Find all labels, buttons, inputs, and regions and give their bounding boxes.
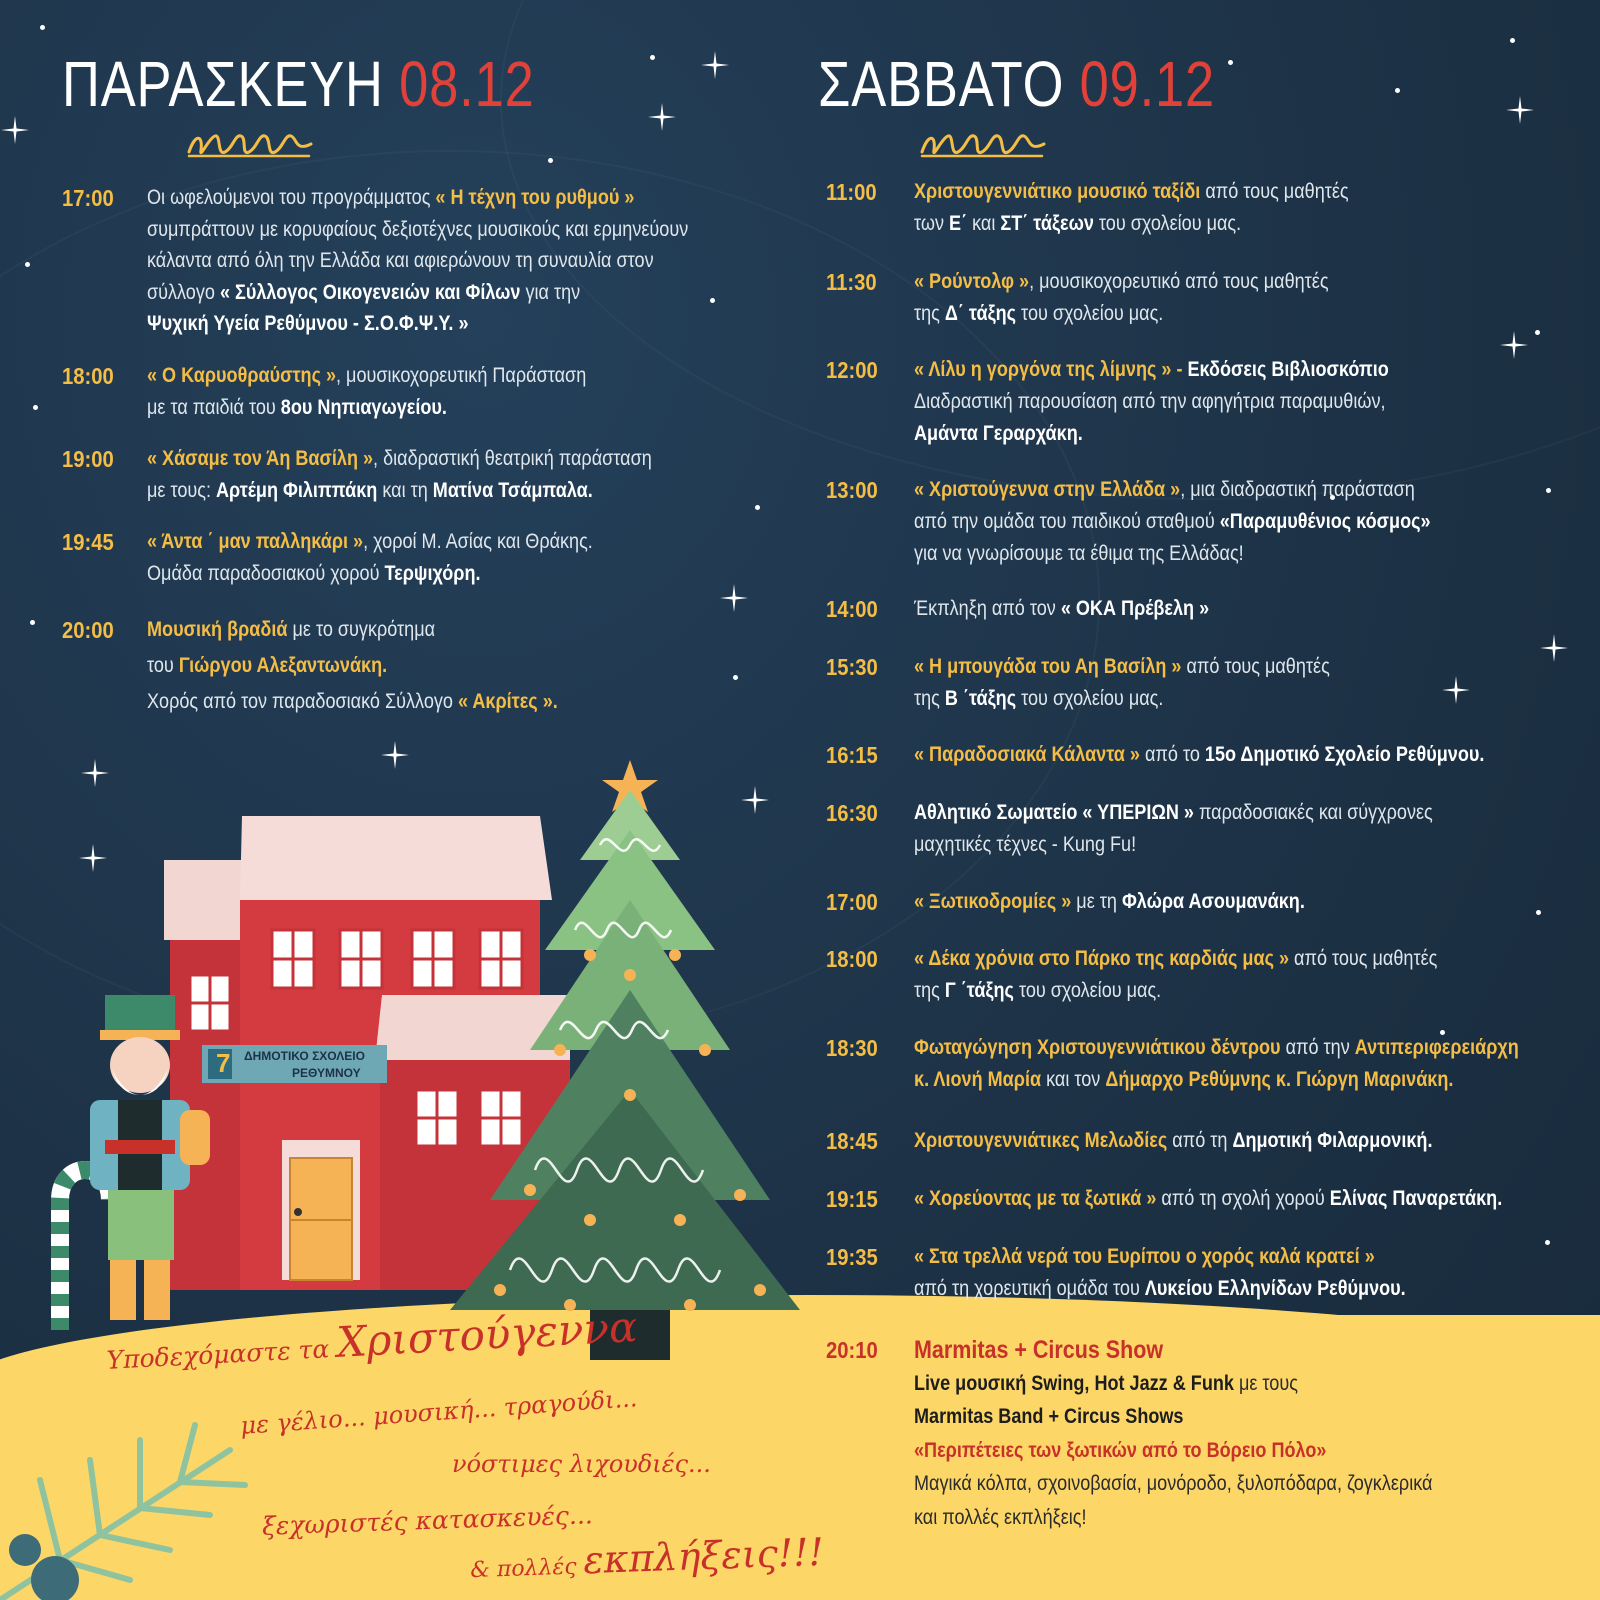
event-text: Εκδόσεις Βιβλιοσκόπιο [1187,358,1389,381]
event-text: του σχολείου μας. [1016,302,1164,325]
event-text: ΣΤ΄ τάξεων [1000,212,1094,235]
slogan-line2: με γέλιο... μουσική... τραγούδι... [239,1384,639,1440]
event-description-line [147,392,447,424]
squiggle-decoration [185,130,315,162]
event-time: 12:00 [826,357,878,383]
event-description-line [914,1368,1298,1400]
event-text: με το συγκρότημα [287,618,436,641]
event-text: από τη σχολή χορού [1156,1187,1330,1210]
sparkle-icon [1505,95,1535,125]
event-text: Γ ΄τάξης [944,979,1014,1002]
star-dot [1536,910,1541,915]
event-time: 20:00 [62,617,114,643]
school-sign-line2: ΡΕΘΥΜΝΟΥ [292,1066,361,1080]
event-description-line [147,245,654,277]
event-description-line [914,1435,1326,1467]
sparkle-icon [0,115,30,145]
event-time: 19:15 [826,1186,878,1212]
sparkle-icon [647,102,677,132]
event-text: « Άντα ΄ μαν παλληκάρι » [147,530,364,553]
event-text: Δημοτική Φιλαρμονική. [1232,1129,1433,1152]
event-text: του σχολείου μας. [1093,212,1242,235]
slogan-text: & πολλές [469,1554,584,1584]
event-text: « Ξωτικοδρομίες » [914,890,1072,913]
event-text: του σχολείου μας. [1013,979,1162,1002]
event-text: για την [520,280,581,304]
event-text: Live μουσική Swing, Hot Jazz & Funk [914,1371,1234,1395]
event-description-line [914,651,1330,683]
event-text: Ψυχική Υγεία Ρεθύμνου - Σ.Ο.Φ.Ψ.Υ. » [147,312,469,335]
star-dot [25,262,30,267]
event-description-line [914,739,1484,771]
event-description-line [914,266,1329,298]
event-text: της [914,687,945,710]
event-text: Marmitas Band + Circus Shows [914,1405,1184,1428]
event-text: « Λίλυ η γοργόνα της λίμνης » - [914,358,1188,381]
event-text: σύλλογο [147,280,220,304]
event-text: με τους [1233,1371,1298,1395]
event-text: « Στα τρελλά νερά του Ευρίπου ο χορός καλά κρατεί » [914,1245,1375,1268]
event-text: « Ρούντολφ » [914,270,1030,293]
event-text: « Χάσαμε τον Άη Βασίλη » [147,447,374,470]
event-text: από την [1280,1036,1355,1059]
slogan-line4: ξεχωριστές κατασκευές... [261,1500,594,1541]
event-text: από τη [1167,1129,1233,1152]
event-text: Δ΄ τάξης [944,302,1017,325]
event-text: Ε΄ [949,212,968,235]
sparkle-icon [1499,330,1529,360]
event-description-line [914,1183,1502,1215]
event-text: Λυκείου Ελληνίδων Ρεθύμνου. [1144,1277,1406,1300]
event-description-line [147,214,688,246]
event-description-line [914,593,1209,625]
sparkle-icon [78,843,108,873]
event-time: 11:00 [826,179,877,205]
event-text: από το [1139,743,1205,766]
event-text: « Παραδοσιακά Κάλαντα » [914,743,1140,766]
event-description-line [914,943,1437,975]
event-text: Χορός από τον παραδοσιακό Σύλλογο [147,690,458,713]
event-text: από τους μαθητές [1200,180,1349,203]
event-text: από τους μαθητές [1181,655,1330,678]
event-text: , διαδραστική θεατρική παράσταση [373,447,652,470]
event-text: παραδοσιακές και σύγχρονες [1193,801,1433,824]
event-time: 16:15 [826,742,878,768]
event-text: Γιώργου Αλεξαντωνάκη. [178,654,388,677]
sparkle-icon [719,583,749,613]
event-text: Μαγικά κόλπα, σχοινοβασία, μονόροδο, ξυλοπόδαρα, ζογκλερικά [914,1472,1433,1495]
event-text: Φλώρα Ασουμανάκη. [1121,890,1305,913]
event-text: του [147,654,179,677]
sparkle-icon [1539,633,1569,663]
event-text: « Ακρίτες ». [457,690,558,713]
event-time: 19:00 [62,446,114,472]
event-text: της [914,979,945,1002]
star-dot [1545,1240,1550,1245]
event-text: Αθλητικό Σωματείο « ΥΠΕΡΙΩΝ » [914,801,1194,824]
event-text: από την ομάδα του παιδικού σταθμού [914,510,1220,533]
event-description-line [914,683,1163,715]
event-description-line [914,1334,1163,1368]
event-text: Διαδραστική παρουσίαση από την αφηγήτρια παραμυθιών, [914,390,1386,413]
event-description-line [914,1401,1183,1433]
star-dot [1510,38,1515,43]
school-sign [212,1048,388,1084]
event-description-line [914,208,1241,240]
event-text: « Η μπουγάδα του Αη Βασίλη » [914,655,1182,678]
event-text: Δήμαρχο Ρεθύμνης κ. Γιώργη Μαρινάκη. [1105,1068,1454,1091]
nutcracker-illustration [20,990,220,1335]
event-description-line [914,538,1244,570]
event-time: 17:00 [62,185,114,211]
event-text: Αμάντα Γεραρχάκη. [914,422,1083,445]
event-text: με τη [1071,890,1122,913]
event-time: 20:10 [826,1337,878,1363]
saturday-heading [818,48,1216,120]
squiggle-decoration [918,130,1048,162]
star-dot [548,158,553,163]
star-dot [30,620,35,625]
slogan-highlight: Χριστούγεννα [335,1302,639,1367]
star-dot [1535,330,1540,335]
day-date: 08.12 [399,48,535,120]
day-name: ΣΑΒΒΑΤΟ [818,48,1065,120]
event-description-line [147,182,634,214]
event-text: Μουσική βραδιά [147,618,288,641]
event-time: 18:30 [826,1035,878,1061]
event-text: με τα παιδιά του [147,396,281,419]
event-text: Αρτέμη Φιλιππάκη [216,479,378,502]
event-description-line [914,1468,1432,1500]
event-text: Ματίνα Τσάμπαλα. [432,479,593,502]
event-text: Οι ωφελούμενοι του προγράμματος [147,186,436,209]
event-description-line [914,886,1305,918]
event-text: με τους: [147,479,217,502]
event-text: « Ο Καρυοθραύστης » [147,364,337,387]
event-description-line [914,829,1136,861]
event-text: «Περιπέτειες των ξωτικών από το Βόρειο Πόλο» [914,1438,1327,1462]
event-description-line [914,1064,1453,1096]
star-dot [1228,60,1233,65]
sparkle-icon [380,740,410,770]
event-description-line [914,176,1349,208]
slogan-highlight: εκπλήξεις!!! [582,1529,825,1583]
event-text: Ομάδα παραδοσιακού χορού [147,562,385,585]
event-description-line [147,308,469,340]
star-dot [33,405,38,410]
event-text: Χριστουγεννιάτικες Μελωδίες [914,1129,1168,1152]
event-text: « Η τέχνη του ρυθμού » [435,186,635,209]
event-time: 14:00 [826,596,878,622]
event-text: «Παραμυθένιος κόσμος» [1219,510,1431,533]
event-time: 18:45 [826,1128,878,1154]
event-text: , μουσικοχορευτική Παράσταση [336,364,587,387]
event-time: 18:00 [826,946,878,972]
slogan-text: Υποδεχόμαστε τα [105,1333,338,1375]
event-text: Αντιπεριφερειάρχη [1354,1036,1519,1059]
event-text: Χριστουγεννιάτικο μουσικό ταξίδι [914,180,1201,203]
event-time: 15:30 [826,654,878,680]
event-description-line [914,1241,1375,1273]
event-text: του σχολείου μας. [1016,687,1164,710]
event-text: 8ου Νηπιαγωγείου. [280,396,447,419]
star-dot [1395,88,1400,93]
event-text: από τη χορευτική ομάδα του [914,1277,1145,1300]
star-dot [710,298,715,303]
event-description-line [914,418,1083,450]
event-description-line [914,386,1386,418]
event-time: 19:45 [62,529,114,555]
event-text: « Χριστούγεννα στην Ελλάδα » [914,478,1181,501]
sparkle-icon [700,50,730,80]
event-text: Φωταγώγηση Χριστουγεννιάτικου δέντρου [914,1036,1281,1059]
event-text: , μια διαδραστική παράσταση [1180,478,1415,501]
event-description-line [914,1125,1432,1157]
event-description-line [147,686,558,718]
school-sign-line1: ΔΗΜΟΤΙΚΟ ΣΧΟΛΕΙΟ [244,1049,365,1063]
event-time: 19:35 [826,1244,878,1270]
event-text: από τους μαθητές [1289,947,1438,970]
event-description-line [147,475,593,507]
event-description-line [147,360,586,392]
event-text: και τον [1041,1068,1106,1091]
event-text: Τερψιχόρη. [384,562,481,585]
event-text: Β ΄τάξης [944,687,1017,710]
event-text: συμπράττουν με κορυφαίους δεξιοτέχνες μουσικούς και ερμηνεύουν [147,217,689,241]
event-text: των [914,212,950,235]
event-text: « Σύλλογος Οικογενειών και Φίλων [219,280,521,304]
friday-heading [62,48,535,120]
event-text: κάλαντα από όλη την Ελλάδα και αφιερώνουν τη συναυλία στον [147,249,654,272]
event-description-line [914,1502,1087,1534]
event-text: , μουσικοχορευτικό από τους μαθητές [1029,270,1329,293]
christmas-tree-illustration [440,750,800,1365]
event-description-line [914,797,1433,829]
event-text: για να γνωρίσουμε τα έθιμα της Ελλάδας! [914,542,1244,565]
event-description-line [914,474,1415,506]
event-time: 18:00 [62,363,114,389]
slogan-line3: νόστιμες λιχουδιές... [452,1450,711,1478]
event-description-line [147,443,652,475]
event-time: 17:00 [826,889,878,915]
event-description-line [914,975,1161,1007]
pine-branch-illustration [0,1390,260,1600]
event-text: 15ο Δημοτικό Σχολείο Ρεθύμνου. [1204,743,1485,766]
star-dot [650,55,655,60]
event-text: κ. Λιονή Μαρία [914,1068,1042,1091]
sparkle-icon [80,758,110,788]
event-time: 13:00 [826,477,878,503]
event-text: και τη [377,479,433,502]
star-dot [1546,488,1551,493]
event-description-line [147,558,481,590]
event-description-line [147,614,435,646]
event-text: « ΟΚΑ Πρέβελη » [1060,597,1210,620]
event-description-line [914,1273,1406,1305]
event-text: και [967,212,1001,235]
event-description-line [147,277,580,309]
event-description-line [914,506,1431,538]
event-time: 11:30 [826,269,877,295]
event-description-line [147,526,593,558]
event-text: « Δέκα χρόνια στο Πάρκο της καρδιάς μας » [914,947,1290,970]
day-name: ΠΑΡΑΣΚΕΥΗ [62,48,384,120]
event-text: Marmitas + Circus Show [914,1336,1164,1364]
star-dot [40,25,45,30]
event-description-line [914,1032,1519,1064]
event-description-line [147,650,387,682]
event-time: 16:30 [826,800,878,826]
event-description-line [914,354,1389,386]
day-date: 09.12 [1079,48,1216,120]
sparkle-icon [1441,675,1471,705]
event-text: Έκπληξη από τον [914,597,1061,620]
event-text: και πολλές εκπλήξεις! [914,1505,1087,1529]
event-text: , χοροί Μ. Ασίας και Θράκης. [363,530,593,553]
star-dot [755,505,760,510]
event-description-line [914,298,1163,330]
event-text: μαχητικές τέχνες - Kung Fu! [914,833,1137,856]
star-dot [733,675,738,680]
event-text: της [914,302,945,325]
event-text: « Χορεύοντας με τα ξωτικά » [914,1187,1157,1210]
event-text: Ελίνας Παναρετάκη. [1329,1187,1503,1210]
school-number: 7 [216,1048,231,1078]
